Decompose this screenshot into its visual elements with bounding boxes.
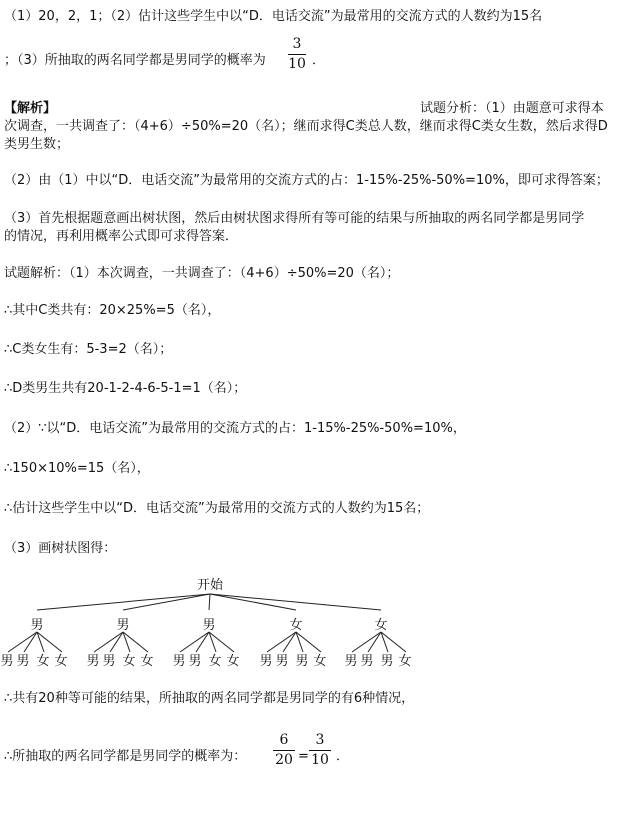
tree-edge (283, 632, 296, 652)
solution-step-2: ∴其中C类共有：20×25%=5（名）， (4, 303, 221, 318)
tree-nodes (0, 618, 411, 669)
tree-node-level2: 男 (360, 654, 374, 669)
analysis-intro-right: 试题分析：（1）由题意可求得本 (420, 101, 604, 116)
fraction-numerator: 6 (279, 732, 289, 748)
tree-root: 开始 (196, 578, 224, 593)
tree-node-level2: 男 (86, 654, 100, 669)
tree-edge (352, 632, 381, 652)
tree-node-level2: 女 (140, 654, 154, 669)
tree-node-level2: 女 (208, 654, 222, 669)
solution-step-7: ∴估计这些学生中以“D．电话交流”为最常用的交流方式的人数约为15名； (4, 501, 430, 516)
tree-node-level2: 女 (122, 654, 136, 669)
tree-edge (368, 632, 381, 652)
fraction-numerator: 3 (292, 36, 302, 52)
tree-node-level2: 男 (259, 654, 273, 669)
solution-step-3: ∴C类女生有：5-3=2（名）； (4, 342, 173, 357)
tree-edge (210, 594, 381, 610)
solution-step-5: （2）∵以“D．电话交流”为最常用的交流方式的占：1-15%-25%-50%=10%， (4, 421, 466, 436)
solution-end-mark: ． (336, 749, 350, 764)
tree-edge (37, 594, 210, 610)
tree-node-level2: 男 (380, 654, 394, 669)
fraction-denominator: 20 (275, 752, 293, 768)
tree-node-level2: 男 (102, 654, 116, 669)
analysis-part-3-line-1: （3）首先根据题意画出树状图，然后由树状图求得所有等可能的结果与所抽取的两名同学都是男同学 (4, 211, 585, 226)
tree-node-level2: 女 (226, 654, 240, 669)
solution-step-10: ∴所抽取的两名同学都是男同学的概率为： (4, 749, 247, 764)
tree-edge (180, 632, 209, 652)
fraction-denominator: 10 (288, 56, 306, 72)
tree-node-level2: 女 (313, 654, 327, 669)
tree-edge (24, 632, 37, 652)
solution-step-9: ∴共有20种等可能的结果，所抽取的两名同学都是男同学的有6种情况， (4, 691, 415, 706)
tree-edge (267, 632, 296, 652)
analysis-intro-line-2: 次调查，一共调查了：（4+6）÷50%=20（名）；继而求得C类总人数，继而求得C类女生数，然后求得D (4, 119, 608, 134)
answer-line-2-suffix: ． (312, 53, 326, 68)
tree-node-level2: 男 (172, 654, 186, 669)
solution-step-8: （3）画树状图得： (4, 541, 117, 556)
fraction-bar (288, 54, 306, 55)
tree-node-level1: 男 (116, 618, 130, 633)
answer-line-1: （1）20，2，1；（2）估计这些学生中以“D．电话交流”为最常用的交流方式的人数约为15名 (4, 9, 543, 24)
fraction-numerator: 3 (315, 732, 325, 748)
tree-edge (110, 632, 123, 652)
tree-node-level1: 女 (374, 618, 388, 633)
equals-sign: = (298, 749, 309, 764)
tree-edge (209, 594, 210, 610)
fraction-denominator: 10 (311, 752, 329, 768)
analysis-part-3-line-2: 的情况，再利用概率公式即可求得答案． (4, 229, 239, 244)
tree-edge (8, 632, 37, 652)
fraction-6-20 (273, 732, 295, 769)
tree-node-level2: 男 (344, 654, 358, 669)
tree-node-level2: 男 (16, 654, 30, 669)
tree-node-level2: 男 (275, 654, 289, 669)
tree-node-level2: 女 (398, 654, 412, 669)
tree-diagram (0, 572, 630, 672)
analysis-part-2: （2）由（1）中以“D．电话交流”为最常用的交流方式的占：1-15%-25%-50%=10%，即可求得答案； (4, 173, 609, 188)
analysis-intro-line-3: 类男生数； (4, 137, 70, 152)
fraction-bar (273, 750, 295, 751)
tree-node-level2: 男 (0, 654, 14, 669)
answer-line-2-prefix: ；（3）所抽取的两名同学都是男同学的概率为 (4, 53, 266, 68)
solution-step-6: ∴150×10%=15（名）， (4, 461, 150, 476)
fraction-3-10 (309, 732, 331, 769)
solution-step-1: 试题解析：（1）本次调查，一共调查了：（4+6）÷50%=20（名）； (4, 266, 400, 281)
tree-node-level1: 男 (30, 618, 44, 633)
tree-edge (210, 594, 296, 610)
tree-node-level1: 女 (289, 618, 303, 633)
tree-node-level2: 女 (54, 654, 68, 669)
tree-edge (94, 632, 123, 652)
tree-edge (196, 632, 209, 652)
tree-node-level1: 男 (202, 618, 216, 633)
fraction-bar (309, 750, 331, 751)
tree-node-level2: 男 (188, 654, 202, 669)
tree-edge (123, 594, 210, 610)
answer-probability-fraction (288, 36, 306, 73)
analysis-tag: 【解析】 (4, 101, 57, 116)
tree-node-level2: 男 (295, 654, 309, 669)
tree-node-level2: 女 (36, 654, 50, 669)
solution-step-4: ∴D类男生共有20-1-2-4-6-5-1=1（名）； (4, 381, 247, 396)
